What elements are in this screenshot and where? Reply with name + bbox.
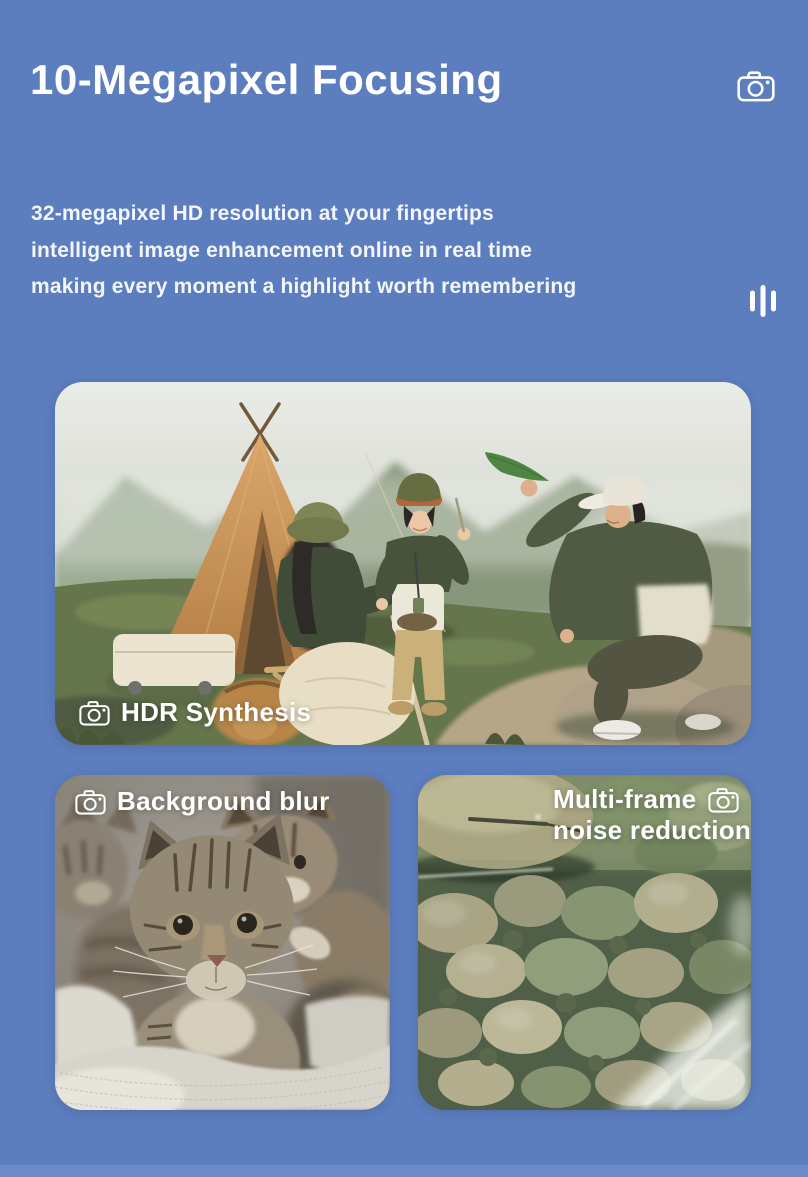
hdr-synthesis-label-text: HDR Synthesis — [121, 697, 312, 727]
camera-icon — [75, 789, 106, 815]
equalizer-bars-icon — [750, 285, 776, 317]
feature-photo-background-blur — [55, 775, 390, 1110]
camera-icon — [708, 787, 739, 813]
intro-line: making every moment a highlight worth remembering — [31, 275, 577, 298]
feature-photo-noise-reduction — [418, 775, 751, 1110]
noise-reduction-label-row — [553, 784, 739, 815]
background-blur-label-text: Background blur — [117, 786, 330, 816]
camera-icon — [79, 700, 110, 726]
noise-reduction-label-line2: noise reduction — [553, 815, 751, 845]
intro-line: intelligent image enhancement online in real time — [31, 238, 533, 262]
camping-scene-image — [55, 382, 751, 745]
intro-text — [31, 196, 576, 306]
camera-icon — [737, 70, 775, 102]
intro-line: 32-megapixel HD resolution at your fingertips — [31, 202, 494, 225]
page-title: 10-Megapixel Focusing — [30, 56, 503, 103]
feature-photo-hdr-synthesis — [55, 382, 751, 745]
bottom-accent-bar — [0, 1165, 808, 1177]
hdr-synthesis-label — [79, 697, 311, 728]
background-blur-label — [75, 786, 330, 817]
kittens-image — [55, 775, 390, 1110]
noise-reduction-label — [553, 784, 751, 846]
noise-reduction-label-line1: Multi-frame — [553, 784, 697, 814]
